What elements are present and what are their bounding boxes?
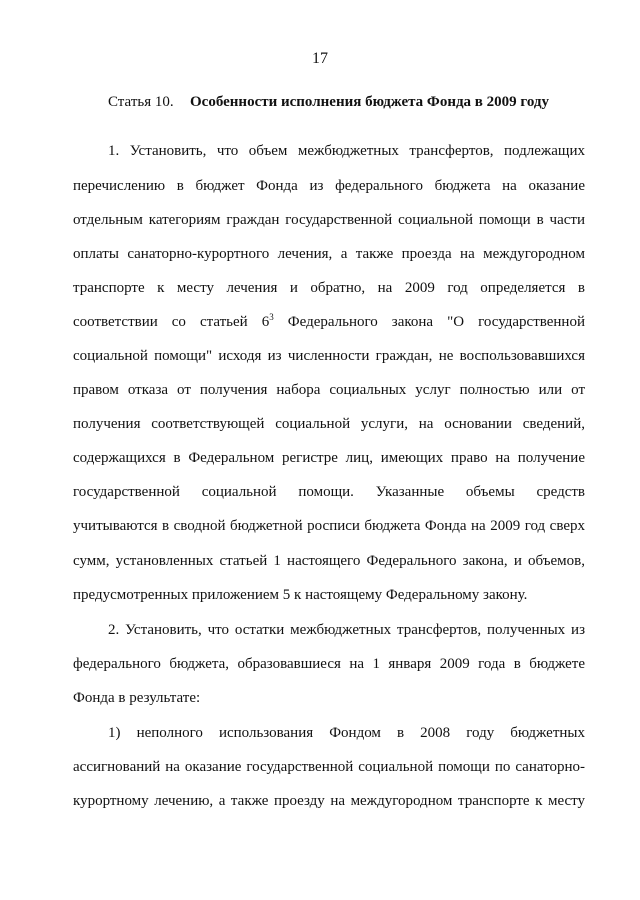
paragraph-1-line-14: предусмотренных приложением 5 к настоящему Федеральному закону. (73, 587, 528, 603)
paragraph-1-line-11: государственной социальной помощи. Указанные объемы средств (73, 484, 585, 500)
paragraph-1-line-7: социальной помощи" исходя из численности граждан, не воспользовавшихся (73, 348, 585, 364)
page-number: 17 (312, 50, 328, 67)
article-heading (108, 94, 549, 111)
paragraph-2-line-1: 2. Установить, что остатки межбюджетных трансфертов, полученных из (108, 622, 585, 638)
paragraph-1-line-3: отдельным категориям граждан государственной социальной помощи в части (73, 212, 585, 228)
paragraph-1-line-4: оплаты санаторно-курортного лечения, а также проезда на междугородном (73, 246, 585, 262)
subitem-1-line-2: ассигнований на оказание государственной социальной помощи по санаторно- (73, 759, 585, 775)
line-6-before-sup: соответствии со статьей 6 (73, 314, 270, 330)
paragraph-1-line-13: сумм, установленных статьей 1 настоящего Федерального закона, и объемов, (73, 553, 585, 569)
paragraph-1-line-9: получения соответствующей социальной услуги, на основании сведений, (73, 416, 585, 432)
subitem-1-line-3: курортному лечению, а также проезду на междугородном транспорте к месту (73, 793, 585, 809)
paragraph-1-line-5: транспорте к месту лечения и обратно, на 2009 год определяется в (73, 280, 585, 296)
paragraph-1-line-1: 1. Установить, что объем межбюджетных трансфертов, подлежащих (108, 143, 585, 159)
paragraph-1-line-10: содержащихся в Федеральном регистре лиц, имеющих право на получение (73, 450, 585, 466)
paragraph-1-line-6 (73, 312, 585, 332)
line-6-after-sup: Федерального закона "О государственной (273, 314, 585, 330)
paragraph-1-line-12: учитываются в сводной бюджетной росписи бюджета Фонда на 2009 год сверх (73, 518, 585, 534)
article-title: Особенности исполнения бюджета Фонда в 2009 году (190, 94, 549, 110)
paragraph-1-line-2: перечислению в бюджет Фонда из федерального бюджета на оказание (73, 178, 585, 194)
subitem-1-line-1: 1) неполного использования Фондом в 2008 году бюджетных (108, 725, 585, 741)
paragraph-2-line-3: Фонда в результате: (73, 690, 201, 706)
superscript-3: 3 (269, 312, 274, 322)
paragraph-1-line-8: правом отказа от получения набора социальных услуг полностью или от (73, 382, 585, 398)
article-number: Статья 10. (108, 94, 174, 110)
paragraph-2-line-2: федерального бюджета, образовавшиеся на 1 января 2009 года в бюджете (73, 656, 585, 672)
